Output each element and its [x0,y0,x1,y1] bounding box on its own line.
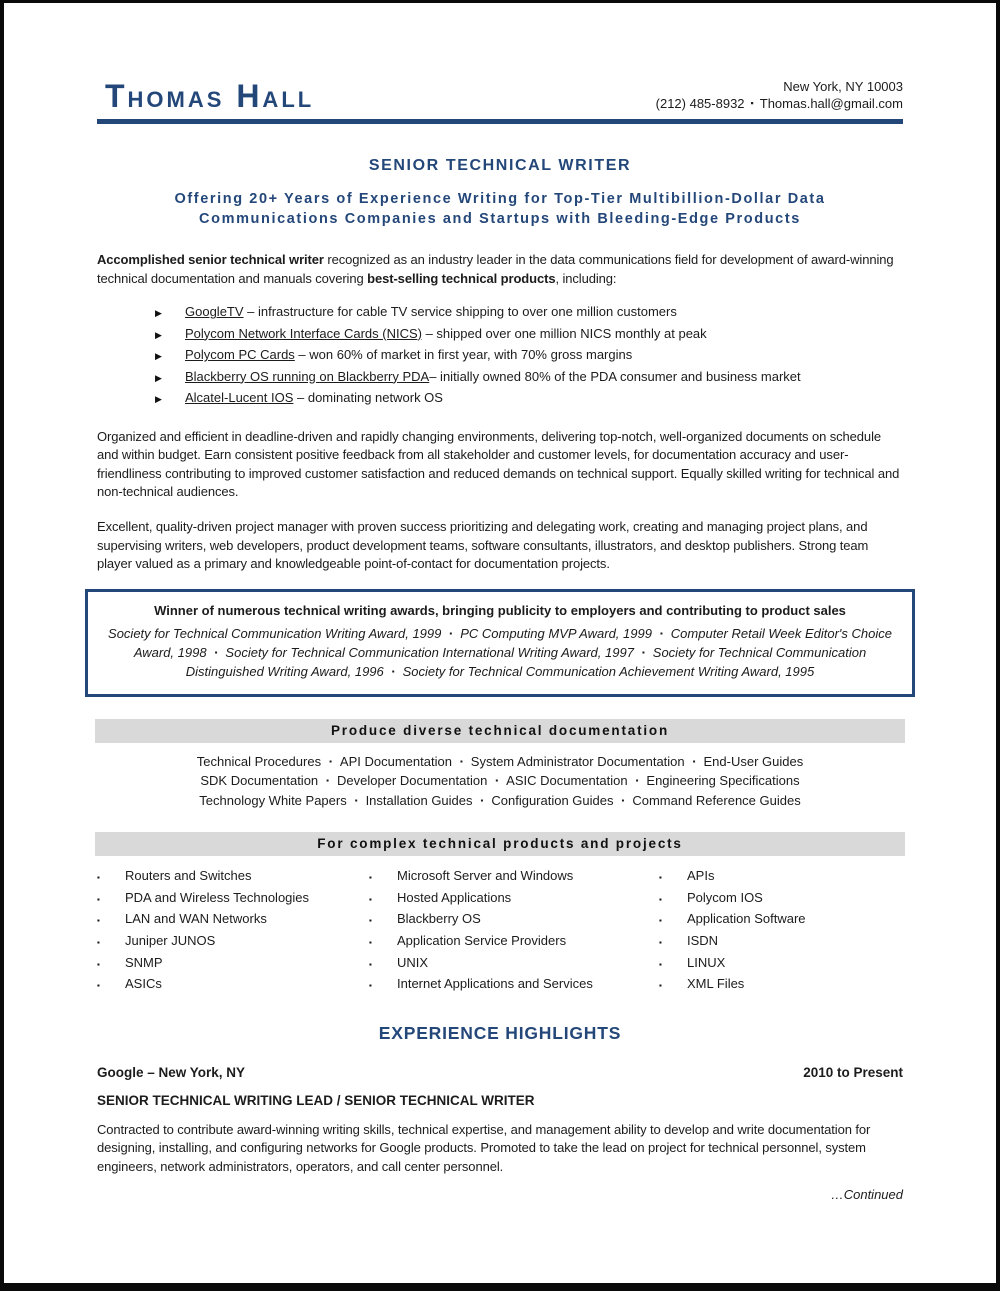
list-item: ▪ APIs [659,866,903,888]
list-item: ▶ Blackberry OS running on Blackberry PDA– initially owned 80% of the PDA consumer and business market [155,367,903,389]
skills-column-2 [369,866,659,996]
bullet-separator-icon: ▪ [750,98,754,108]
square-bullet-icon: ▪ [659,981,662,991]
award-item: Society for Technical Communication Writing Award, 1999 [108,625,442,641]
list-item: ▪ Internet Applications and Services [369,974,659,996]
square-separator-icon: ▪ [692,756,696,766]
square-separator-icon: ▪ [641,648,645,658]
square-bullet-icon: ▪ [369,981,372,991]
list-item: ▪ XML Files [659,974,903,996]
contact-phone: (212) 485-8932 [655,96,745,111]
square-separator-icon: ▪ [459,756,463,766]
square-bullet-icon: ▪ [97,938,100,948]
contact-phone-email [656,95,903,112]
square-separator-icon: ▪ [329,756,332,766]
triangle-bullet-icon: ▶ [155,372,162,383]
award-item: PC Computing MVP Award, 1999 [460,625,652,641]
list-item: ▪ UNIX [369,953,659,975]
organized-paragraph: Organized and efficient in deadline-driven and rapidly changing environments, delivering top-notch, well-organized documents on schedule and within budget. Earn consistent positive feedback from all stakeholder and customer levels, for documentation accuracy and user-friendliness contributing to improved customer satisfaction and reduced demands on technical support. Equally skilled writing for technical and non-technical audiences. [97,428,900,500]
square-separator-icon: ▪ [659,628,663,638]
list-item: ▪ ASICs [97,974,369,996]
square-bullet-icon: ▪ [369,959,372,969]
list-item: ▶ Polycom Network Interface Cards (NICS) – shipped over one million NICS monthly at peak [155,324,903,346]
triangle-bullet-icon: ▶ [155,394,162,405]
square-bullet-icon: ▪ [659,959,662,969]
square-separator-icon: ▪ [621,795,625,805]
list-item: ▪ PDA and Wireless Technologies [97,888,369,910]
awards-list [102,624,898,682]
product-name: Polycom Network Interface Cards (NICS) [185,325,422,341]
experience-section-heading: EXPERIENCE HIGHLIGHTS [378,1022,622,1043]
list-item: ▪ Microsoft Server and Windows [369,866,659,888]
list-item: ▶ Alcatel-Lucent IOS – dominating network OS [155,388,903,410]
job-title: SENIOR TECHNICAL WRITING LEAD / SENIOR TECHNICAL WRITER [97,1092,535,1108]
square-bullet-icon: ▪ [369,873,372,883]
square-separator-icon: ▪ [480,795,484,805]
list-item: ▪ ISDN [659,931,903,953]
contact-location: New York, NY 10003 [783,79,903,94]
square-separator-icon: ▪ [449,628,453,638]
square-separator-icon: ▪ [495,776,499,786]
doc-type-line: SDK Documentation ▪ Developer Documentation ▪ ASIC Documentation ▪ Engineering Specifications [200,773,800,789]
square-separator-icon: ▪ [326,776,329,786]
employer-row [97,1065,903,1080]
list-item: ▪ Application Software [659,909,903,931]
summary-paragraph: Accomplished senior technical writer recognized as an industry leader in the data communications field for development of award-winning technical documentation and manuals covering best-selling technical products, including: [97,252,894,286]
list-item: ▪ Application Service Providers [369,931,659,953]
product-name: Blackberry OS running on Blackberry PDA [185,368,430,384]
header-rule [97,119,903,124]
subtitle-line-2: Communications Companies and Startups with Bleeding-Edge Products [199,211,801,227]
job-description: Contracted to contribute award-winning writing skills, technical expertise, and management ability to develop and write documentation for designing, installing, and configuring networks for Google products. Promoted to take the lead on project for technical personnel, system engineers, network administrators, operators, and call center personnel. [97,1121,871,1174]
doc-type-line: Technical Procedures ▪ API Documentation ▪ System Administrator Documentation ▪ End-User Guides [196,753,804,769]
square-bullet-icon: ▪ [97,873,100,883]
award-item: Computer Retail Week Editor's Choice Award, 1998 [133,625,892,661]
list-item: ▪ SNMP [97,953,369,975]
skills-columns [97,866,903,996]
awards-heading: Winner of numerous technical writing awards, bringing publicity to employers and contributing to product sales [154,602,846,618]
resume-title: SENIOR TECHNICAL WRITER [368,157,632,174]
skills-column-3 [659,866,903,996]
square-bullet-icon: ▪ [659,873,662,883]
list-item: ▪ Routers and Switches [97,866,369,888]
triangle-bullet-icon: ▶ [155,308,162,319]
triangle-bullet-icon: ▶ [155,351,162,362]
list-item: ▪ Hosted Applications [369,888,659,910]
header [97,78,903,112]
award-item: Society for Technical Communication International Writing Award, 1997 [225,645,634,661]
square-bullet-icon: ▪ [659,938,662,948]
square-separator-icon: ▪ [214,648,218,658]
award-item: Society for Technical Communication Achievement Writing Award, 1995 [402,664,815,680]
candidate-name: Thomas Hall [105,78,315,114]
square-separator-icon: ▪ [391,667,395,677]
project-manager-paragraph: Excellent, quality-driven project manager with proven success prioritizing and delegating work, creating and managing project plans, and supervising writers, web developers, product development teams, software consultants, illustrators, and desktop publishers. Strong team player valued as a primary and knowledgeable point-of-contact for documentation projects. [97,519,869,572]
section-heading-products: For complex technical products and projects [95,832,905,856]
contact-email: Thomas.hall@gmail.com [759,96,903,111]
list-item: ▶ GoogleTV – infrastructure for cable TV service shipping to over one million customers [155,302,903,324]
doc-type-line: Technology White Papers ▪ Installation Guides ▪ Configuration Guides ▪ Command Reference Guides [199,792,801,808]
product-name: GoogleTV [185,304,244,320]
section-heading-documentation: Produce diverse technical documentation [95,719,905,743]
square-bullet-icon: ▪ [97,894,100,904]
square-bullet-icon: ▪ [97,916,100,926]
contact-block [656,78,903,112]
list-item: ▪ LINUX [659,953,903,975]
award-item: Society for Technical Communication Distinguished Writing Award, 1996 [185,645,867,680]
square-bullet-icon: ▪ [97,981,100,991]
awards-box [85,589,915,697]
square-bullet-icon: ▪ [369,916,372,926]
summary-products-bold: best-selling technical products [367,270,556,286]
square-separator-icon: ▪ [635,776,639,786]
square-bullet-icon: ▪ [369,894,372,904]
square-separator-icon: ▪ [354,795,358,805]
square-bullet-icon: ▪ [659,894,662,904]
list-item: ▪ LAN and WAN Networks [97,909,369,931]
employer-name: Google [97,1064,144,1080]
list-item: ▪ Blackberry OS [369,909,659,931]
employer-location: – New York, NY [143,1064,246,1080]
list-item: ▶ Polycom PC Cards – won 60% of market in first year, with 70% gross margins [155,345,903,367]
product-name: Alcatel-Lucent IOS [185,390,294,406]
square-bullet-icon: ▪ [659,916,662,926]
documentation-types [97,752,903,811]
continued-note: …Continued [830,1186,903,1202]
summary-lead-bold: Accomplished senior technical writer [97,252,324,267]
resume-subtitle [97,189,903,229]
triangle-bullet-icon: ▶ [155,329,162,340]
skills-column-1 [97,866,369,996]
subtitle-line-1: Offering 20+ Years of Experience Writing for Top-Tier Multibillion-Dollar Data [174,191,826,207]
product-name: Polycom PC Cards [185,347,295,363]
square-bullet-icon: ▪ [369,938,372,948]
employment-dates: 2010 to Present [803,1064,903,1080]
list-item: ▪ Juniper JUNOS [97,931,369,953]
list-item: ▪ Polycom IOS [659,888,903,910]
employer-name-location [97,1065,245,1080]
square-bullet-icon: ▪ [97,959,100,969]
product-highlights-list [97,302,903,410]
